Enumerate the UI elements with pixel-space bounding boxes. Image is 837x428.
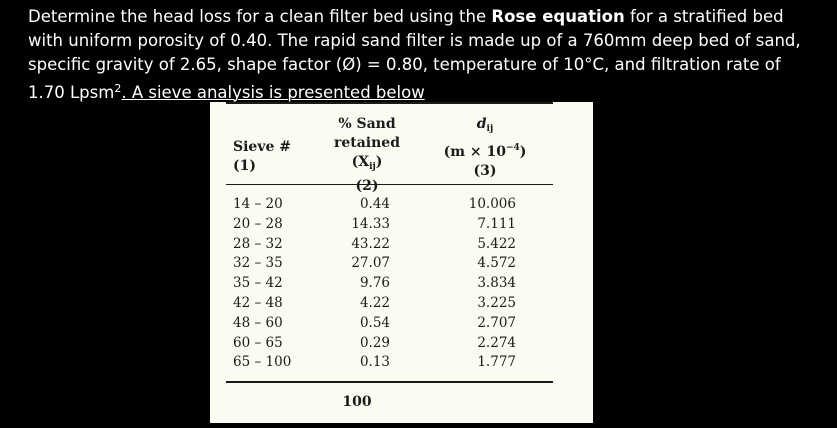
diameter-cell: 3.225 (477, 294, 516, 311)
problem-text-part1: Determine the head loss for a clean filter bed using the (28, 7, 492, 26)
header-sieve (233, 138, 291, 176)
sieve-cell: 65 – 100 (233, 354, 292, 371)
problem-text-part2: for a stratified bed with uniform porosity of 0.40. The rapid sand filter is made up of a 760mm deep bed of sand, specific gravity of 2.65, shape factor (Ø) = 0.80, temperature of 10°C, and filtration rate of 1.70 Lpsm (28, 7, 801, 102)
problem-text-part3: . A sieve analysis is presented below (121, 83, 425, 102)
header-sand-retained (306, 115, 428, 196)
rose-equation-label: Rose equation (491, 7, 625, 26)
header-sieve-title: Sieve # (233, 139, 291, 155)
problem-statement (28, 5, 818, 105)
sieve-cell: 20 – 28 (233, 215, 283, 232)
table-body (210, 196, 593, 374)
diameter-cell: 2.707 (477, 314, 516, 331)
table-row (210, 236, 593, 256)
sand-retained-cell: 43.22 (351, 235, 390, 252)
header-diameter-d: d (476, 116, 487, 132)
sand-retained-cell: 4.22 (359, 294, 390, 311)
header-sand-num: (2) (355, 178, 379, 194)
header-sand-var-close: ) (375, 154, 383, 170)
table-row (210, 275, 593, 295)
sand-retained-cell: 0.29 (359, 334, 390, 351)
table-row (210, 295, 593, 315)
diameter-cell: 5.422 (477, 235, 516, 252)
diameter-cell: 3.834 (477, 275, 516, 292)
table-top-rule (226, 102, 553, 104)
header-sieve-num: (1) (233, 158, 256, 174)
sand-retained-cell: 0.44 (359, 196, 390, 212)
sieve-cell: 32 – 35 (233, 255, 283, 272)
sand-retained-cell: 0.13 (359, 354, 390, 371)
table-row (210, 255, 593, 275)
header-diameter-var (435, 115, 535, 139)
sand-retained-cell: 9.76 (359, 275, 390, 292)
table-row (210, 216, 593, 236)
diameter-cell: 7.111 (477, 215, 516, 232)
sand-retained-total: 100 (342, 394, 372, 410)
header-diameter (435, 115, 535, 181)
diameter-cell: 10.006 (468, 196, 516, 212)
header-sand-title: % Sand retained (333, 116, 400, 151)
header-sand-var (306, 153, 428, 177)
table-row (210, 335, 593, 355)
header-diameter-unit (435, 139, 535, 162)
table-row (210, 354, 593, 374)
diameter-cell: 1.777 (477, 354, 516, 371)
sieve-analysis-table (210, 102, 593, 423)
sand-retained-cell: 27.07 (351, 255, 390, 272)
sieve-cell: 42 – 48 (233, 294, 283, 311)
diameter-cell: 2.274 (477, 334, 516, 351)
header-diameter-sub: ij (486, 124, 494, 134)
header-sand-var-x: (X (351, 154, 370, 170)
sand-retained-cell: 14.33 (351, 215, 390, 232)
sand-retained-cell: 0.54 (359, 314, 390, 331)
header-unit-open: (m × 10 (443, 144, 506, 160)
header-diameter-num: (3) (473, 163, 497, 179)
sieve-cell: 14 – 20 (233, 196, 283, 212)
sieve-cell: 60 – 65 (233, 334, 283, 351)
superscript-2: 2 (114, 82, 122, 95)
sieve-cell: 35 – 42 (233, 275, 283, 292)
header-unit-sup: −4 (505, 143, 520, 153)
table-row (210, 315, 593, 335)
table-row (210, 196, 593, 216)
table-bottom-rule (226, 381, 553, 383)
diameter-cell: 4.572 (477, 255, 516, 272)
sieve-cell: 28 – 32 (233, 235, 283, 252)
header-sand-var-sub: ij (369, 162, 376, 172)
sieve-cell: 48 – 60 (233, 314, 283, 331)
header-unit-close: ) (519, 144, 527, 160)
